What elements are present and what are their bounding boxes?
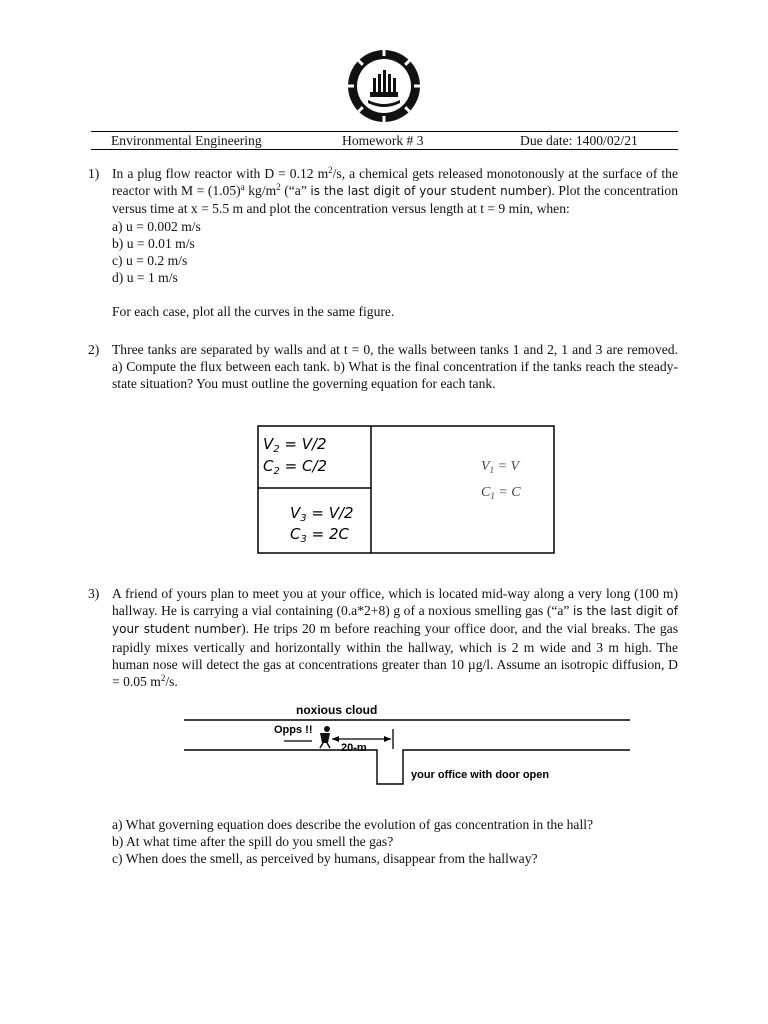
student-number-note: is the last digit of your student number (112, 604, 678, 637)
subquestion-c: c) When does the smell, as perceived by humans, disappear from the hallway? (112, 851, 538, 867)
tank-2-labels (263, 435, 327, 477)
question-note: For each case, plot all the curves in the same figure. (112, 304, 395, 320)
svg-text:C3 = 2C: $C_3 = 2C$ (290, 525, 349, 545)
office-label: your office with door open (411, 769, 550, 781)
svg-text:V3 = V/2: $V_3 = V/2$ (290, 504, 354, 524)
hallway-diagram (184, 703, 630, 787)
document-header (91, 131, 678, 151)
option-c: c) u = 0.2 m/s (112, 253, 188, 269)
svg-text:V2 = V/2: $V_2 = V/2$ (263, 435, 327, 455)
question-text: A friend of yours plan to meet you at your office, which is located mid-way along a very long (100 m) hallway. He is carrying a vial containing (0.a*2+8) g of a noxious smelling gas (“a” is the last digit of your student number). He trips 20 m before reaching your office door, and the vial breaks. The gas rapidly mixes vertically and horizontally within the hallway, which is 2 m wide and 3 m high. The human nose will detect the gas at concentrations greater than 10 µg/l. Assume an isotropic diffusion, D = 0.05 $m^2/s$. (112, 586, 678, 690)
header-rule-bottom (91, 149, 678, 150)
subquestion-b: b) At what time after the spill do you smell the gas? (112, 834, 394, 850)
svg-text:C1 = C: $C_1 = C$ (481, 485, 521, 501)
hallway-wall-bottom (184, 750, 630, 784)
distance-label: 20-m (341, 742, 367, 754)
question-1 (88, 165, 678, 321)
opps-label: Opps !! (274, 724, 313, 736)
question-text: In a plug flow reactor with D = 0.12 $m^2/s$, a chemical gets released monotonously at the surface of the reactor with $M = (1.05)^a$ $kg/m^2$ (“a” is the last digit of your student number). Plot the concentration versus time at x = 5.5 m and plot the concentration versus length at t = 9 min, when: (112, 165, 678, 217)
option-a: a) u = 0.002 m/s (112, 218, 201, 234)
subquestion-a: a) What governing equation does describe the evolution of gas concentration in the hall? (112, 817, 594, 832)
homework-number: Homework # 3 (342, 133, 424, 148)
question-number: 3) (88, 586, 100, 601)
noxious-cloud-label: noxious cloud (296, 703, 378, 717)
question-2 (88, 341, 678, 393)
question-text: Three tanks are separated by walls and at t = 0, the walls between tanks 1 and 2, 1 and 3 are removed. a) Compute the flux between each tank. b) What is the final concentration if the tanks reach the steady-state situation? You must outline the governing equation for each tank. (112, 342, 678, 392)
option-b: b) u = 0.01 m/s (112, 235, 195, 251)
question-3-parts (112, 816, 678, 868)
tank-3-labels (290, 504, 354, 545)
svg-text:V1 = V: $V_1 = V$ (481, 459, 520, 475)
course-name: Environmental Engineering (111, 133, 262, 148)
option-d: d) u = 1 m/s (112, 270, 178, 286)
person-icon (320, 726, 330, 748)
student-number-note: is the last digit of your student number (310, 184, 547, 199)
tank-1-labels (481, 459, 521, 501)
svg-text:C2 = C/2: $C_2 = C/2$ (263, 457, 328, 477)
due-date: Due date: 1400/02/21 (520, 133, 638, 148)
university-logo (346, 48, 422, 124)
tanks-diagram (257, 425, 555, 554)
question-number: 1) (88, 166, 100, 181)
question-3 (88, 585, 678, 690)
question-number: 2) (88, 342, 100, 357)
